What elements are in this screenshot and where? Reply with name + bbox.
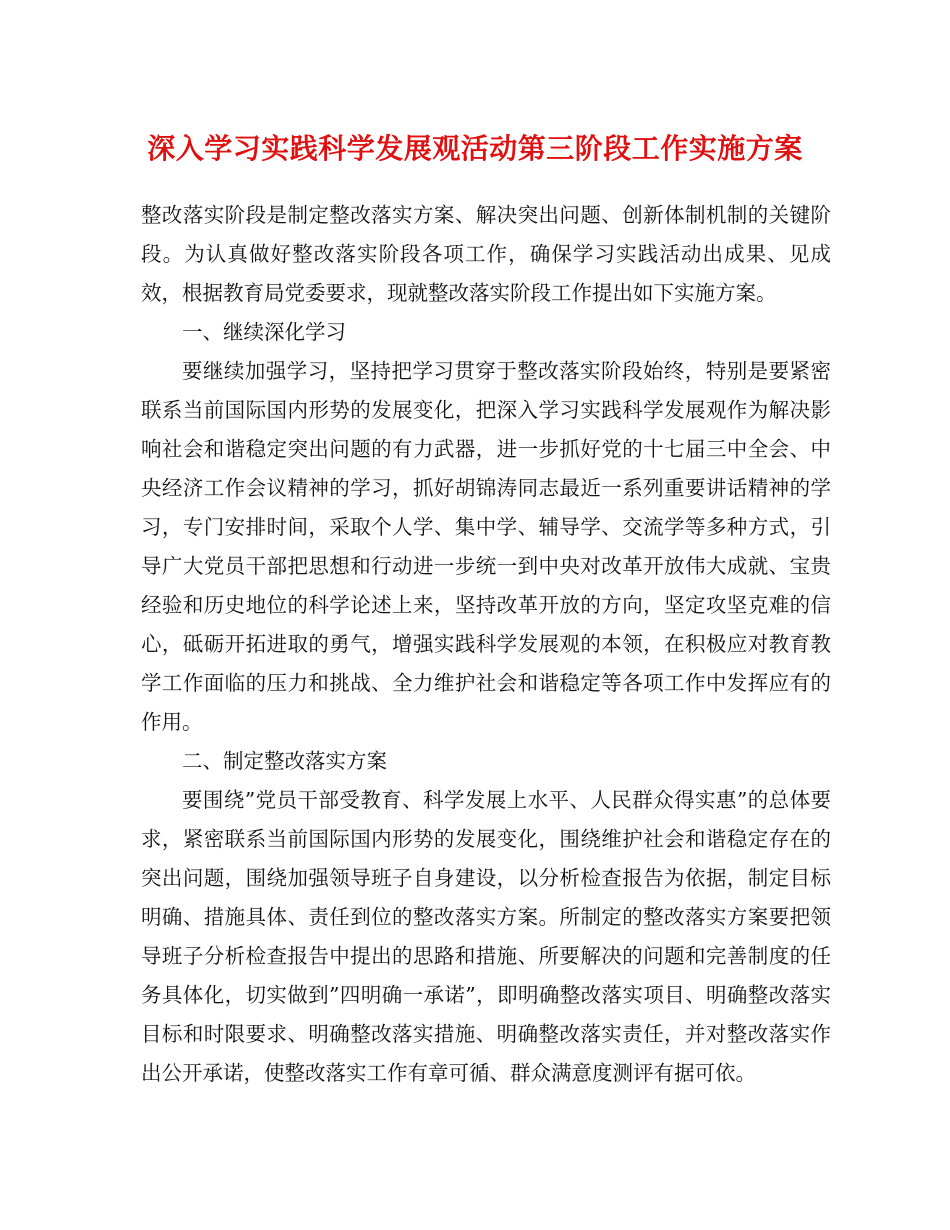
section-1-paragraph: 要继续加强学习，坚持把学习贯穿于整改落实阶段始终，特别是要紧密联系当前国际国内形势的发展变化，把深入学习实践科学发展观作为解决影响社会和谐稳定突出问题的有力武器，进一步抓好党的十七届三中全会、中央经济工作会议精神的学习，抓好胡锦涛同志最近一系列重要讲话精神的学习，专门安排时间，采取个人学、集中学、辅导学、交流学等多种方式，引导广大党员干部把思想和行动进一步统一到中央对改革开放伟大成就、宝贵经验和历史地位的科学论述上来，坚持改革开放的方向，坚定攻坚克难的信心，砥砺开拓进取的勇气，增强实践科学发展观的本领，在积极应对教育教学工作面临的压力和挑战、全力维护社会和谐稳定等各项工作中发挥应有的作用。	[141, 359, 831, 734]
intro-paragraph: 整改落实阶段是制定整改落实方案、解决突出问题、创新体制机制的关键阶段。为认真做好整改落实阶段各项工作，确保学习实践活动出成果、见成效，根据教育局党委要求，现就整改落实阶段工作提出如下实施方案。	[141, 203, 831, 305]
document-body	[141, 196, 831, 1093]
document-title: 深入学习实践科学发展观活动第三阶段工作实施方案	[147, 132, 803, 165]
section-heading-1: 一、继续深化学习	[182, 320, 346, 344]
section-heading-2: 二、制定整改落实方案	[182, 749, 387, 773]
section-2-paragraph: 要围绕”党员干部受教育、科学发展上水平、人民群众得实惠”的总体要求，紧密联系当前国际国内形势的发展变化，围绕维护社会和谐稳定存在的突出问题，围绕加强领导班子自身建设，以分析检查报告为依据，制定目标明确、措施具体、责任到位的整改落实方案。所制定的整改落实方案要把领导班子分析检查报告中提出的思路和措施、所要解决的问题和完善制度的任务具体化，切实做到”四明确一承诺”，即明确整改落实项目、明确整改落实目标和时限要求、明确整改落实措施、明确整改落实责任，并对整改落实作出公开承诺，使整改落实工作有章可循、群众满意度测评有据可依。	[141, 788, 831, 1085]
